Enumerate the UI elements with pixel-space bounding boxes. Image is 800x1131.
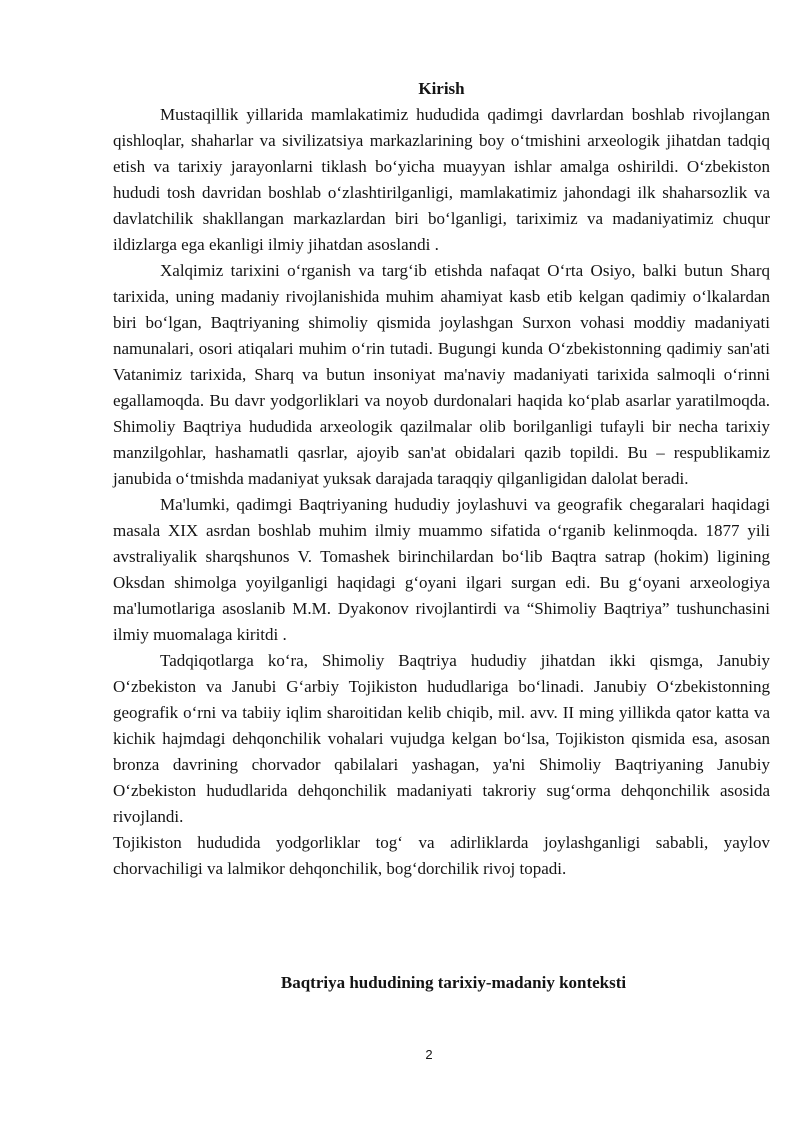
page-heading: Kirish [418,79,465,98]
page-number: 2 [425,1047,433,1062]
paragraph-5: Tojikiston hududida yodgorliklar togʻ va adirliklarda joylashganligi sababli, yaylov chorvachiligi va lalmikor dehqonchilik, bogʻdorchilik rivoj topadi. [113,833,770,878]
paragraph-1: Mustaqillik yillarida mamlakatimiz hududida qadimgi davrlardan boshlab rivojlangan qishloqlar, shaharlar va sivilizatsiya markazlarining boy oʻtmishini arxeologik jihatdan tadqiq etish va tarixiy jarayonlarni tiklash boʻyicha muayyan ishlar amalga oshirildi. Oʻzbekiston hududi tosh davridan boshlab oʻzlashtirilganligi, mamlakatimiz jahondagi ilk shaharsozlik va davlatchilik shakllangan markazlardan biri boʻlganligi, tariximiz va madaniyatimiz chuqur ildizlarga ega ekanligi ilmiy jihatdan asoslandi . [113,105,770,254]
paragraph-2: Xalqimiz tarixini oʻrganish va targʻib etishda nafaqat Oʻrta Osiyo, balki butun Sharq tarixida, uning madaniy rivojlanishida muhim ahamiyat kasb etib kelgan qadimiy oʻlkalardan biri boʻlgan, Baqtriyaning shimoliy qismida joylashgan Surxon vohasi moddiy madaniyati namunalari, osori atiqalari muhim oʻrin tutadi. Bugungi kunda Oʻzbekistonning qadimiy san'ati Vatanimiz tarixida, Sharq va butun insoniyat ma'naviy madaniyati tarixida salmoqli oʻrinni egallamoqda. Bu davr yodgorliklari va noyob durdonalari haqida koʻplab asarlar yaratilmoqda. Shimoliy Baqtriya hududida arxeologik qazilmalar olib borilganligi tufayli bir necha tarixiy manzilgohlar, hashamatli qasrlar, ajoyib san'at obidalari qazib topildi. Bu – respublikamiz janubida oʻtmishda madaniyat yuksak darajada taraqqiy qilganligidan dalolat beradi. [113,261,770,488]
paragraph-3: Ma'lumki, qadimgi Baqtriyaning hududiy joylashuvi va geografik chegaralari haqidagi masala XIX asrdan boshlab muhim ilmiy muammo sifatida oʻrganib kelinmoqda. 1877 yili avstraliyalik sharqshunos V. Tomashek birinchilardan boʻlib Baqtra satrap (hokim) ligining Oksdan shimolga yoyilganligi haqidagi gʻoyani ilgari surgan edi. Bu gʻoyani arxeologiya ma'lumotlariga asoslanib M.M. Dyakonov rivojlantirdi va “Shimoliy Baqtriya” tushunchasini ilmiy muomalaga kiritdi . [113,495,770,644]
page-content [113,76,770,882]
section-title: Baqtriya hududining tarixiy-madaniy konteksti [280,973,627,992]
paragraph-4: Tadqiqotlarga koʻra, Shimoliy Baqtriya hududiy jihatdan ikki qismga, Janubiy Oʻzbekiston va Janubi Gʻarbiy Tojikiston hududlariga boʻlinadi. Janubiy Oʻzbekistonning geografik oʻrni va tabiiy iqlim sharoitidan kelib chiqib, mil. avv. II ming yillikda qator katta va kichik hajmdagi dehqonchilik vohalari vujudga kelgan boʻlsa, Tojikiston qismida esa, asosan bronza davrining chorvador qabilalari yashagan, ya'ni Shimoliy Baqtriyaning Janubiy Oʻzbekiston hududlarida dehqonchilik madaniyati takroriy sugʻorma dehqonchilik asosida rivojlandi. [113,651,770,826]
